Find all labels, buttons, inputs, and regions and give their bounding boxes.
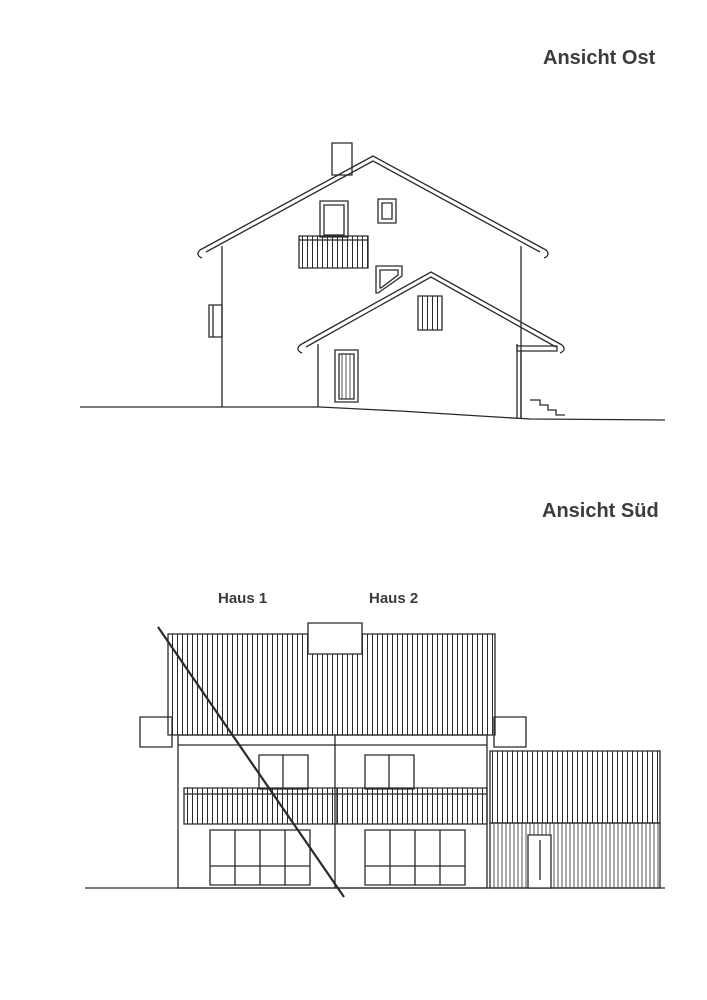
east-side-element [209,305,222,337]
left-eave [140,717,172,747]
east-elevation-title: Ansicht Ost [543,47,656,69]
garage-roof [490,751,660,823]
south-elevation [85,623,665,897]
south-elevation-title: Ansicht Süd [542,500,659,522]
right-eave [494,717,526,747]
house-1-label: Haus 1 [218,590,268,607]
east-stairs [530,400,565,415]
annex-window [418,296,442,330]
east-canopy [517,346,557,351]
roof-dormer [308,623,362,654]
east-elevation [80,143,665,420]
garage-wall [490,823,660,888]
chimney [332,143,352,175]
house-2-label: Haus 2 [369,590,419,607]
main-roof [198,156,548,258]
haus2-lower-windows [365,830,465,885]
east-balcony [299,236,368,268]
east-terrain-slope [320,407,665,420]
haus1-lower-windows [210,830,310,885]
